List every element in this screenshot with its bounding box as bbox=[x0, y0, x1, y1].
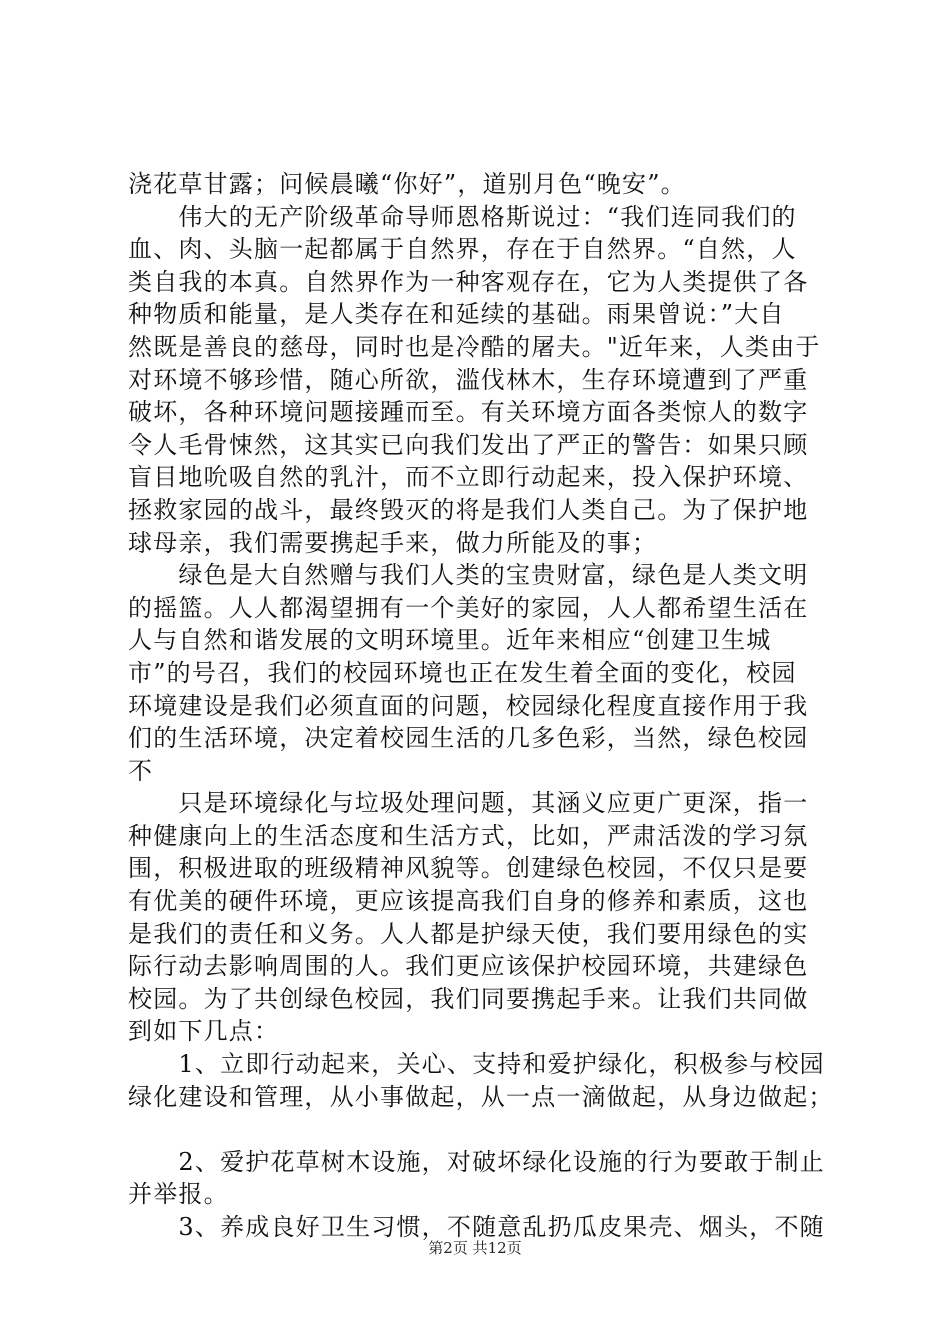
text-line: 拯救家园的战斗，最终毁灭的将是我们人类自己。为了保护地 bbox=[128, 495, 809, 524]
page-number-footer: 第2页 共12页 bbox=[428, 1239, 522, 1257]
text-line: 市”的号召，我们的校园环境也正在发生着全面的变化，校园 bbox=[128, 658, 797, 687]
text-line: 的摇篮。人人都渴望拥有一个美好的家园，人人都希望生活在 bbox=[128, 593, 809, 622]
text-line: 绿化建设和管理，从小事做起，从一点一滴做起，从身边做起； bbox=[128, 1082, 834, 1111]
text-line: 围，积极进取的班级精神风貌等。创建绿色校园，不仅只是要 bbox=[128, 854, 809, 883]
text-line: 令人毛骨悚然，这其实已向我们发出了严正的警告：如果只顾 bbox=[128, 430, 809, 459]
text-line: 有优美的硬件环境，更应该提高我们自身的修养和素质，这也 bbox=[128, 887, 809, 916]
blank-line bbox=[128, 1113, 828, 1146]
document-body bbox=[128, 168, 834, 1244]
text-line: 然既是善良的慈母，同时也是冷酷的屠夫。"近年来，人类由于 bbox=[128, 332, 821, 361]
list-item-line: 2、爱护花草树木设施，对破坏绿化设施的行为要敢于制止 bbox=[128, 1147, 825, 1176]
text-line: 们的生活环境，决定着校园生活的几多色彩，当然，绿色校园 bbox=[128, 724, 809, 753]
text-line: 环境建设是我们必须直面的问题，校园绿化程度直接作用于我 bbox=[128, 691, 809, 720]
paragraph-line: 只是环境绿化与垃圾处理问题，其涵义应更广更深，指一 bbox=[128, 789, 809, 818]
text-line: 破坏，各种环境问题接踵而至。有关环境方面各类惊人的数字 bbox=[128, 398, 809, 427]
text-line: 并举报。 bbox=[128, 1180, 229, 1209]
text-line: 是我们的责任和义务。人人都是护绿天使，我们要用绿色的实 bbox=[128, 919, 809, 948]
text-line: 类自我的本真。自然界作为一种客观存在，它为人类提供了各 bbox=[128, 267, 809, 296]
text-line: 际行动去影响周围的人。我们更应该保护校园环境，共建绿色 bbox=[128, 952, 809, 981]
text-line: 校园。为了共创绿色校园，我们同要携起手来。让我们共同做 bbox=[128, 984, 809, 1013]
text-line: 到如下几点： bbox=[128, 1017, 280, 1046]
text-line: 对环境不够珍惜，随心所欲，滥伐林木，生存环境遭到了严重 bbox=[128, 365, 809, 394]
text-line: 不 bbox=[128, 756, 154, 785]
paragraph-line: 伟大的无产阶级革命导师恩格斯说过：“我们连同我们的 bbox=[128, 202, 797, 231]
text-line: 种物质和能量，是人类存在和延续的基础。雨果曾说：”大自 bbox=[128, 300, 785, 329]
text-line: 球母亲，我们需要携起手来，做力所能及的事； bbox=[128, 528, 658, 557]
paragraph-line: 绿色是大自然赠与我们人类的宝贵财富，绿色是人类文明 bbox=[128, 561, 809, 590]
text-line: 人与自然和谐发展的文明环境里。近年来相应“创建卫生城 bbox=[128, 626, 772, 655]
text-line: 盲目地吮吸自然的乳汁，而不立即行动起来，投入保护环境、 bbox=[128, 463, 809, 492]
list-item-line: 3、养成良好卫生习惯，不随意乱扔瓜皮果壳、烟头，不随 bbox=[128, 1213, 825, 1241]
text-line: 血、肉、头脑一起都属于自然界，存在于自然界。“自然，人 bbox=[128, 235, 797, 264]
text-line: 种健康向上的生活态度和生活方式，比如，严肃活泼的学习氛 bbox=[128, 821, 809, 850]
list-item-line: 1、立即行动起来，关心、支持和爱护绿化，积极参与校园 bbox=[128, 1050, 825, 1079]
text-line: 浇花草甘露；问候晨曦“你好”，道别月色“晚安”。 bbox=[128, 170, 686, 198]
